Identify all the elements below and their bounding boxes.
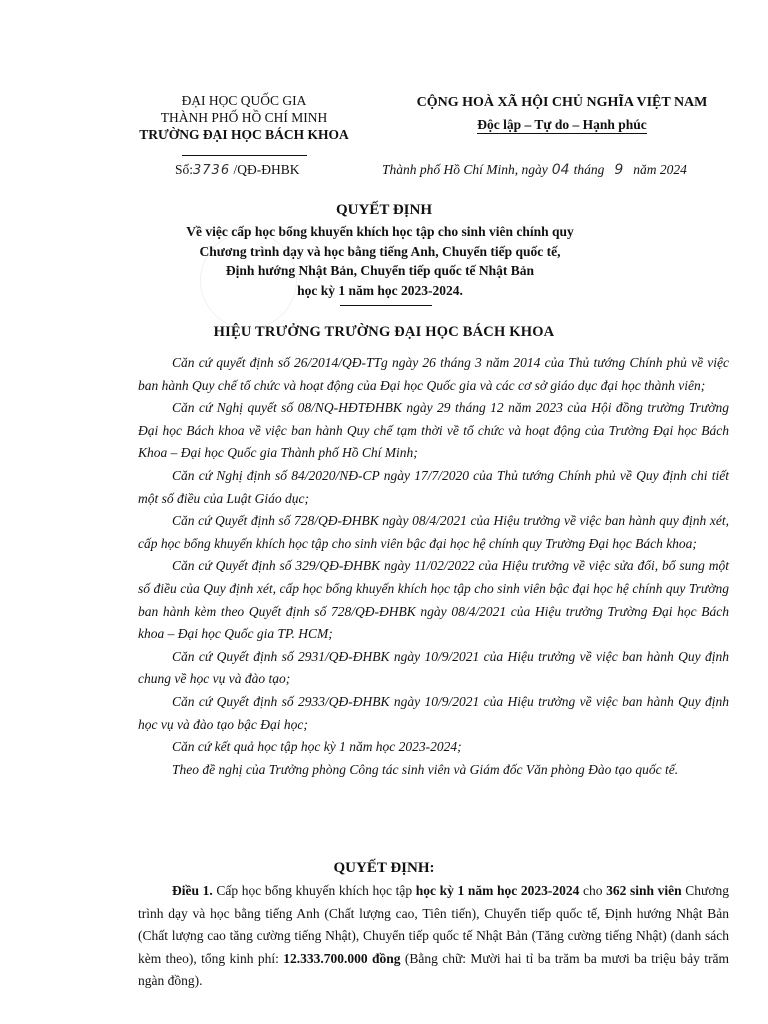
handwritten-month: 9 — [614, 162, 624, 178]
issuer-header — [118, 92, 370, 160]
number-suffix: /QĐ-ĐHBK — [233, 162, 300, 177]
legal-basis-item: Căn cứ Quyết định số 728/QĐ-ĐHBK ngày 08/4/2021 của Hiệu trưởng về việc ban hành quy định xét, cấp học bổng khuyến khích học tập cho sinh viên bậc đại học hệ chính quy Trường Đại học Bách khoa; — [138, 513, 729, 551]
total-amount: 12.333.700.000 đồng — [283, 950, 401, 966]
article-text: (Bằng chữ: Mười hai tỉ ba trăm ba mươi ba triệu bảy trăm ngàn đồng). — [138, 950, 729, 989]
issuer-line-2: THÀNH PHỐ HỒ CHÍ MINH — [160, 110, 328, 125]
legal-basis-item: Căn cứ Quyết định số 2933/QĐ-ĐHBK ngày 10/9/2021 của Hiệu trưởng về việc ban hành Quy định học vụ và đào tạo bậc Đại học; — [138, 693, 729, 732]
national-header — [392, 92, 732, 136]
legal-bases — [138, 352, 729, 781]
article-text: Chương trình dạy và học bằng tiếng Anh (Chất lượng cao, Tiên tiến), Chuyển tiếp quốc tế, Định hướng Nhật Bản (Chất lượng cao tăng cường tiếng Nhật), Chuyển tiếp quốc tế Nhật Bản (Tăng cường tiếng Nhật) (danh sách kèm theo), tổng kinh phí: — [138, 883, 729, 966]
article-label: Điều 1. — [172, 883, 213, 898]
decision-subject — [130, 222, 630, 300]
article-term: học kỳ 1 năm học 2023-2024 — [415, 883, 580, 898]
subject-divider — [340, 305, 432, 306]
year-text: năm 2024 — [633, 162, 687, 177]
decision-heading: QUYẾT ĐỊNH: — [333, 860, 435, 876]
month-label: tháng — [573, 162, 605, 177]
legal-basis-item: Căn cứ quyết định số 26/2014/QĐ-TTg ngày 26 tháng 3 năm 2014 của Thủ tướng Chính phủ về việc ban hành Quy chế tổ chức và hoạt động của Đại học Quốc gia và các cơ sở giáo dục đại học thành viên; — [138, 355, 729, 393]
subject-line: Về việc cấp học bổng khuyến khích học tập cho sinh viên chính quy — [186, 224, 574, 239]
subject-line: Chương trình dạy và học bằng tiếng Anh, Chuyển tiếp quốc tế, — [199, 243, 561, 259]
national-motto: Độc lập – Tự do – Hạnh phúc — [477, 117, 647, 132]
article-1 — [138, 880, 729, 993]
decision-title: QUYẾT ĐỊNH — [336, 202, 432, 218]
handwritten-number: 3736 — [193, 163, 231, 178]
article-text: Cấp học bổng khuyến khích học tập — [212, 883, 416, 898]
legal-basis-item: Theo đề nghị của Trưởng phòng Công tác sinh viên và Giám đốc Văn phòng Đào tạo quốc tế. — [172, 761, 679, 777]
issuer-line-1: ĐẠI HỌC QUỐC GIA — [181, 93, 307, 108]
article-text: cho — [579, 883, 607, 898]
legal-basis-item: Căn cứ Quyết định số 2931/QĐ-ĐHBK ngày 10/9/2021 của Hiệu trưởng về việc ban hành Quy định chung về học vụ và đào tạo; — [138, 648, 729, 687]
nation-name: CỘNG HOÀ XÃ HỘI CHỦ NGHĨA VIỆT NAM — [416, 95, 708, 110]
legal-basis-item: Căn cứ Quyết định số 329/QĐ-ĐHBK ngày 11/02/2022 của Hiệu trưởng về việc sửa đổi, bổ sung một số điều của Quy định xét, cấp học bổng khuyến khích học tập cho sinh viên bậc đại học hệ chính quy Trường ban hành kèm theo Quyết định số 728/QĐ-ĐHBK ngày 08/4/2021 của Hiệu trưởng Trường Đại học Bách khoa – Đại học Quốc gia TP. HCM; — [138, 558, 729, 642]
subject-line: Định hướng Nhật Bản, Chuyển tiếp quốc tế Nhật Bản — [225, 263, 535, 278]
legal-basis-item: Căn cứ Nghị quyết số 08/NQ-HĐTĐHBK ngày 29 tháng 12 năm 2023 của Hội đồng trường Trường Đại học Bách khoa về việc ban hành Quy chế tạm thời về tổ chức và hoạt động của Trường Đại học Bách Khoa – Đại học Quốc gia Thành phố Hồ Chí Minh; — [138, 400, 729, 461]
issuer-underline — [182, 155, 307, 156]
date-prefix: Thành phố Hồ Chí Minh, ngày — [382, 162, 548, 177]
legal-basis-item: Căn cứ Nghị định số 84/2020/NĐ-CP ngày 17/7/2020 của Thủ tướng Chính phủ về Quy định chi tiết một số điều của Luật Giáo dục; — [138, 467, 729, 506]
issuing-authority: HIỆU TRƯỞNG TRƯỜNG ĐẠI HỌC BÁCH KHOA — [213, 324, 555, 340]
number-prefix: Số: — [175, 162, 194, 177]
student-count: 362 sinh viên — [606, 883, 682, 898]
subject-line: học kỳ 1 năm học 2023-2024. — [297, 282, 463, 298]
document-date — [382, 162, 687, 178]
handwritten-day: 04 — [551, 162, 570, 178]
legal-basis-item: Căn cứ kết quả học tập học kỳ 1 năm học 2023-2024; — [172, 739, 462, 755]
issuer-line-3: TRƯỜNG ĐẠI HỌC BÁCH KHOA — [139, 127, 349, 142]
document-number — [175, 162, 299, 178]
